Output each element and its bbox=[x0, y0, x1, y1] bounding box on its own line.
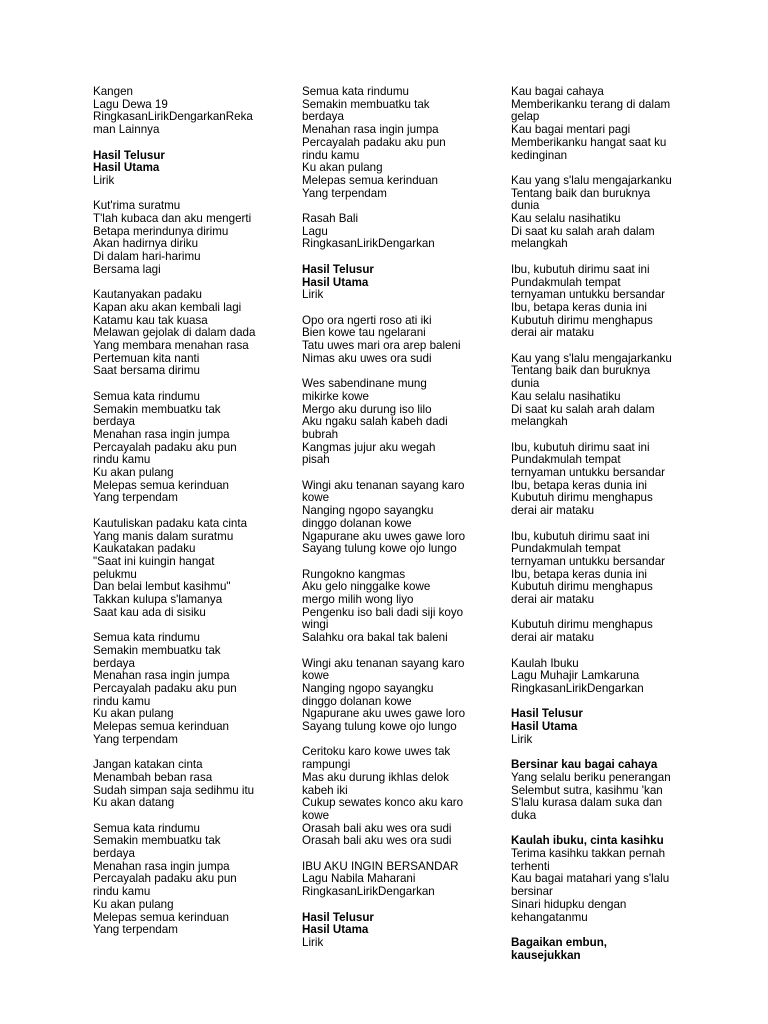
text-line: duka bbox=[511, 808, 537, 822]
text-line: S'lalu kurasa dalam suka dan bbox=[511, 796, 663, 810]
text-line: Katamu kau tak kuasa bbox=[93, 313, 208, 327]
text-line: Kubutuh dirimu menghapus bbox=[511, 491, 653, 505]
text-line: Melepas semua kerinduan bbox=[93, 478, 229, 492]
text-line: Kau bagai matahari yang s'lalu bbox=[511, 872, 670, 886]
stanza bbox=[302, 315, 474, 366]
text-line: T'lah kubaca dan aku mengerti bbox=[93, 212, 252, 225]
text-line: Nanging ngopo sayangku bbox=[302, 681, 434, 695]
stanza bbox=[511, 937, 679, 962]
text-line: Mergo aku durung iso lilo bbox=[302, 402, 432, 416]
text-line: RingkasanLirikDengarkan bbox=[302, 237, 435, 251]
text-line: Kautanyakan padaku bbox=[93, 288, 202, 302]
text-line: Melepas semua kerinduan bbox=[93, 910, 229, 924]
text-line: kedinginan bbox=[511, 148, 568, 162]
text-line: berdaya bbox=[302, 110, 344, 124]
text-line: Kangmas jujur aku wegah bbox=[302, 440, 436, 454]
text-line: Kangen bbox=[93, 85, 133, 98]
text-line: ternyaman untukku bersandar bbox=[511, 466, 666, 480]
stanza bbox=[302, 86, 474, 200]
text-line: Bien kowe tau ngelarani bbox=[302, 326, 426, 340]
text-line: ternyaman untukku bersandar bbox=[511, 288, 666, 302]
text-line: Menahan rasa ingin jumpa bbox=[93, 427, 230, 441]
text-line: Pundakmulah tempat bbox=[511, 275, 621, 289]
text-line: wingi bbox=[302, 618, 329, 632]
text-line: man Lainnya bbox=[93, 123, 160, 137]
text-line: melangkah bbox=[511, 415, 568, 429]
heading-line: Hasil Telusur bbox=[93, 148, 165, 162]
stanza bbox=[511, 531, 679, 607]
stanza bbox=[93, 632, 263, 746]
stanza bbox=[302, 264, 474, 302]
text-line: ternyaman untukku bersandar bbox=[511, 554, 666, 568]
text-line: Di dalam hari-harimu bbox=[93, 250, 201, 264]
text-line: Lirik bbox=[302, 288, 324, 302]
stanza bbox=[302, 378, 474, 467]
text-line: Dan belai lembut kasihmu" bbox=[93, 580, 231, 594]
stanza bbox=[93, 823, 263, 937]
text-line: Saat kau ada di sisiku bbox=[93, 605, 206, 619]
text-line: Ibu, betapa keras dunia ini bbox=[511, 300, 648, 314]
stanza bbox=[302, 213, 474, 251]
text-line: terhenti bbox=[511, 859, 550, 873]
stanza bbox=[93, 391, 263, 505]
text-line: berdaya bbox=[93, 847, 135, 861]
text-line: Semua kata rindumu bbox=[93, 389, 200, 403]
text-line: Kau yang s'lalu mengajarkanku bbox=[511, 351, 672, 365]
text-line: Lagu bbox=[302, 224, 328, 238]
text-line: Ceritoku karo kowe uwes tak bbox=[302, 745, 451, 759]
text-line: Lagu Dewa 19 bbox=[93, 97, 168, 111]
text-line: Tatu uwes mari ora arep baleni bbox=[302, 339, 461, 353]
text-line: Ku akan pulang bbox=[302, 161, 383, 175]
text-line: melangkah bbox=[511, 237, 568, 251]
text-line: dinggo dolanan kowe bbox=[302, 694, 412, 708]
text-line: rampungi bbox=[302, 758, 351, 772]
text-line: rindu kamu bbox=[93, 453, 151, 467]
text-line: Kau bagai cahaya bbox=[511, 85, 604, 98]
text-line: Akan hadirnya diriku bbox=[93, 237, 199, 251]
text-line: "Saat ini kuingin hangat bbox=[93, 554, 215, 568]
text-line: Terima kasihku takkan pernah bbox=[511, 847, 666, 861]
text-line: Tentang baik dan buruknya bbox=[511, 186, 651, 200]
text-line: kowe bbox=[302, 808, 330, 822]
stanza bbox=[511, 759, 679, 823]
stanza bbox=[93, 759, 263, 810]
text-line: berdaya bbox=[93, 656, 135, 670]
text-line: Mas aku durung ikhlas delok bbox=[302, 770, 449, 784]
text-line: RingkasanLirikDengarkan bbox=[511, 681, 644, 695]
text-line: Yang terpendam bbox=[302, 186, 387, 200]
text-line: Kaukatakan padaku bbox=[93, 542, 196, 556]
text-line: kowe bbox=[302, 491, 330, 505]
text-line: Menahan rasa ingin jumpa bbox=[93, 669, 230, 683]
text-line: Rasah Bali bbox=[302, 212, 359, 226]
text-line: Nanging ngopo sayangku bbox=[302, 504, 434, 518]
text-line: Cukup sewates konco aku karo bbox=[302, 796, 464, 810]
text-line: IBU AKU INGIN BERSANDAR bbox=[302, 859, 459, 873]
text-line: Percayalah padaku aku pun bbox=[302, 135, 446, 149]
text-line: kabeh iki bbox=[302, 783, 348, 797]
text-line: Ibu, kubutuh dirimu saat ini bbox=[511, 529, 650, 543]
text-line: derai air mataku bbox=[511, 631, 595, 645]
heading-line: Hasil Utama bbox=[511, 720, 578, 734]
text-column-2 bbox=[302, 86, 474, 962]
text-line: Ibu, kubutuh dirimu saat ini bbox=[511, 440, 650, 454]
text-line: berdaya bbox=[93, 415, 135, 429]
text-line: rindu kamu bbox=[93, 885, 151, 899]
text-line: Yang terpendam bbox=[93, 491, 178, 505]
text-line: Lagu Muhajir Lamkaruna bbox=[511, 669, 640, 683]
text-line: derai air mataku bbox=[511, 504, 595, 518]
text-line: Di saat ku salah arah dalam bbox=[511, 402, 655, 416]
text-line: Kau selalu nasihatiku bbox=[511, 389, 621, 403]
text-line: Aku ngaku salah kabeh dadi bbox=[302, 415, 448, 429]
heading-line: kausejukkan bbox=[511, 948, 581, 962]
text-line: Percayalah padaku aku pun bbox=[93, 872, 237, 886]
text-line: rindu kamu bbox=[302, 148, 360, 162]
text-line: Kau bagai mentari pagi bbox=[511, 123, 631, 137]
text-line: Ku akan pulang bbox=[93, 897, 174, 911]
text-line: Ku akan pulang bbox=[93, 707, 174, 721]
text-line: Yang terpendam bbox=[93, 732, 178, 746]
text-line: Memberikanku terang di dalam bbox=[511, 97, 671, 111]
text-line: Rungokno kangmas bbox=[302, 567, 406, 581]
text-line: Yang terpendam bbox=[93, 923, 178, 937]
text-line: dunia bbox=[511, 199, 540, 213]
text-line: Ngapurane aku uwes gawe loro bbox=[302, 529, 466, 543]
text-line: derai air mataku bbox=[511, 326, 595, 340]
text-line: Ibu, kubutuh dirimu saat ini bbox=[511, 262, 650, 276]
stanza bbox=[302, 658, 474, 734]
text-line: Lagu Nabila Maharani bbox=[302, 872, 416, 886]
text-line: Percayalah padaku aku pun bbox=[93, 681, 237, 695]
text-line: Semakin membuatku tak bbox=[93, 643, 221, 657]
stanza bbox=[302, 912, 474, 950]
text-line: Yang membara menahan rasa bbox=[93, 339, 249, 353]
heading-line: Hasil Utama bbox=[302, 275, 369, 289]
stanza bbox=[302, 569, 474, 645]
text-line: Wingi aku tenanan sayang karo bbox=[302, 656, 465, 670]
text-line: Lirik bbox=[93, 173, 115, 187]
text-line: Percayalah padaku aku pun bbox=[93, 440, 237, 454]
stanza bbox=[511, 442, 679, 518]
text-column-1 bbox=[93, 86, 263, 950]
stanza bbox=[511, 175, 679, 251]
text-line: Lirik bbox=[302, 935, 324, 949]
text-line: Pertemuan kita nanti bbox=[93, 351, 200, 365]
text-line: bubrah bbox=[302, 427, 339, 441]
text-line: Pengenku iso bali dadi siji koyo bbox=[302, 605, 464, 619]
text-line: RingkasanLirikDengarkan bbox=[302, 885, 435, 899]
text-line: Semua kata rindumu bbox=[93, 631, 200, 645]
text-line: Melawan gejolak di dalam dada bbox=[93, 326, 256, 340]
stanza bbox=[302, 480, 474, 556]
text-line: Kubutuh dirimu menghapus bbox=[511, 618, 653, 632]
text-line: Yang manis dalam suratmu bbox=[93, 529, 234, 543]
stanza bbox=[302, 861, 474, 899]
text-line: Sudah simpan saja sedihmu itu bbox=[93, 783, 255, 797]
text-line: Menahan rasa ingin jumpa bbox=[93, 859, 230, 873]
text-line: Ibu, betapa keras dunia ini bbox=[511, 567, 648, 581]
heading-line: Bagaikan embun, bbox=[511, 935, 607, 949]
text-line: Kautuliskan padaku kata cinta bbox=[93, 516, 248, 530]
text-line: Semakin membuatku tak bbox=[93, 402, 221, 416]
text-line: mergo milih wong liyo bbox=[302, 593, 414, 607]
heading-line: Hasil Utama bbox=[93, 161, 160, 175]
stanza bbox=[511, 835, 679, 924]
text-line: Kau yang s'lalu mengajarkanku bbox=[511, 173, 672, 187]
text-line: Kubutuh dirimu menghapus bbox=[511, 580, 653, 594]
stanza bbox=[302, 746, 474, 848]
heading-line: Hasil Utama bbox=[302, 923, 369, 937]
text-line: Kau selalu nasihatiku bbox=[511, 212, 621, 226]
text-line: Menahan rasa ingin jumpa bbox=[302, 123, 439, 137]
text-line: Aku gelo ninggalke kowe bbox=[302, 580, 431, 594]
text-line: RingkasanLirikDengarkanReka bbox=[93, 110, 253, 124]
stanza bbox=[511, 264, 679, 340]
text-line: Orasah bali aku wes ora sudi bbox=[302, 821, 452, 835]
text-line: Jangan katakan cinta bbox=[93, 758, 203, 772]
text-line: Semua kata rindumu bbox=[93, 821, 200, 835]
text-line: Orasah bali aku wes ora sudi bbox=[302, 834, 452, 848]
text-line: Sayang tulung kowe ojo lungo bbox=[302, 542, 457, 556]
text-line: Tentang baik dan buruknya bbox=[511, 364, 651, 378]
text-line: Melepas semua kerinduan bbox=[93, 720, 229, 734]
text-line: mikirke kowe bbox=[302, 389, 369, 403]
text-line: bersinar bbox=[511, 885, 553, 899]
text-line: Ngapurane aku uwes gawe loro bbox=[302, 707, 466, 721]
text-line: derai air mataku bbox=[511, 593, 595, 607]
text-line: Nimas aku uwes ora sudi bbox=[302, 351, 432, 365]
text-line: gelap bbox=[511, 110, 540, 124]
stanza bbox=[93, 86, 263, 137]
text-line: Semakin membuatku tak bbox=[93, 834, 221, 848]
text-line: dinggo dolanan kowe bbox=[302, 516, 412, 530]
stanza bbox=[511, 619, 679, 644]
stanza bbox=[511, 353, 679, 429]
text-line: Wes sabendinane mung bbox=[302, 377, 427, 391]
text-line: Yang selalu beriku penerangan bbox=[511, 770, 671, 784]
text-line: Di saat ku salah arah dalam bbox=[511, 224, 655, 238]
text-line: kowe bbox=[302, 669, 330, 683]
text-line: Betapa merindunya dirimu bbox=[93, 224, 229, 238]
text-line: Lirik bbox=[511, 732, 533, 746]
text-line: pisah bbox=[302, 453, 330, 467]
text-line: Saat bersama dirimu bbox=[93, 364, 200, 378]
text-line: pelukmu bbox=[93, 567, 137, 581]
text-line: dunia bbox=[511, 377, 540, 391]
text-line: Kapan aku akan kembali lagi bbox=[93, 300, 242, 314]
text-line: Ku akan pulang bbox=[93, 466, 174, 480]
text-line: Sinari hidupku dengan bbox=[511, 897, 627, 911]
heading-line: Kaulah ibuku, cinta kasihku bbox=[511, 834, 664, 848]
text-line: Wingi aku tenanan sayang karo bbox=[302, 478, 465, 492]
stanza bbox=[93, 150, 263, 188]
stanza bbox=[93, 289, 263, 378]
text-line: Bersama lagi bbox=[93, 262, 161, 276]
text-line: Menambah beban rasa bbox=[93, 770, 213, 784]
stanza bbox=[93, 200, 263, 276]
text-line: Ibu, betapa keras dunia ini bbox=[511, 478, 648, 492]
stanza bbox=[511, 86, 679, 162]
text-line: rindu kamu bbox=[93, 694, 151, 708]
text-line: Melepas semua kerinduan bbox=[302, 173, 438, 187]
text-line: Semua kata rindumu bbox=[302, 85, 409, 98]
heading-line: Hasil Telusur bbox=[511, 707, 583, 721]
heading-line: Bersinar kau bagai cahaya bbox=[511, 758, 658, 772]
text-line: Kubutuh dirimu menghapus bbox=[511, 313, 653, 327]
text-line: Kaulah Ibuku bbox=[511, 656, 579, 670]
text-line: Salahku ora bakal tak baleni bbox=[302, 631, 448, 645]
heading-line: Hasil Telusur bbox=[302, 262, 374, 276]
heading-line: Hasil Telusur bbox=[302, 910, 374, 924]
stanza bbox=[511, 658, 679, 696]
text-line: Ku akan datang bbox=[93, 796, 175, 810]
text-line: Opo ora ngerti roso ati iki bbox=[302, 313, 432, 327]
stanza bbox=[93, 518, 263, 620]
text-line: Selembut sutra, kasihmu 'kan bbox=[511, 783, 663, 797]
text-line: Memberikanku hangat saat ku bbox=[511, 135, 667, 149]
text-line: kehangatanmu bbox=[511, 910, 588, 924]
text-column-3 bbox=[511, 86, 679, 975]
text-line: Kut'rima suratmu bbox=[93, 199, 181, 213]
text-line: Semakin membuatku tak bbox=[302, 97, 430, 111]
text-line: Pundakmulah tempat bbox=[511, 453, 621, 467]
stanza bbox=[511, 708, 679, 746]
text-line: Takkan kulupa s'lamanya bbox=[93, 593, 223, 607]
text-line: Sayang tulung kowe ojo lungo bbox=[302, 720, 457, 734]
text-line: Pundakmulah tempat bbox=[511, 542, 621, 556]
